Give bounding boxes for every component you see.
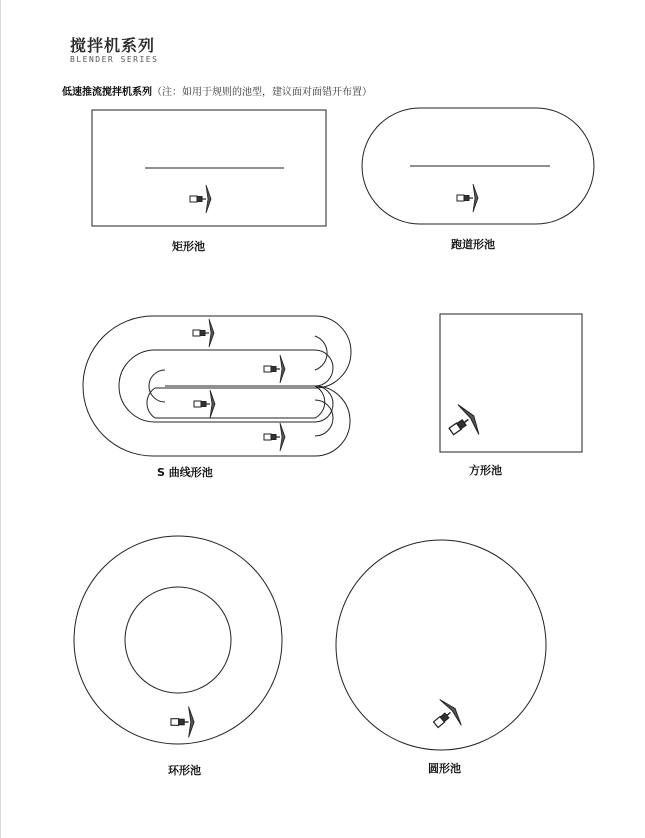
ring-pool [74,536,282,744]
mixer-icon [193,319,214,347]
page-subtitle: BLENDER SERIES [70,55,159,64]
mixer-icon [441,401,484,446]
s-curve-pool [83,316,351,456]
mixer-icon [171,707,194,738]
section-note: （注：如用于规则的池型，建议面对面错开布置） [152,87,372,98]
section-title: 低速推流搅拌机系列 [62,87,152,98]
mixer-icon [425,696,466,738]
rect-pool [92,110,326,226]
round-pool [336,540,546,750]
label-ring-pool: 环形池 [168,764,201,777]
label-s-curve-pool: S 曲线形池 [157,466,213,479]
mixer-icon [190,185,211,213]
square-pool [440,314,582,452]
label-track-pool: 跑道形池 [451,238,495,251]
mixer-icon [194,390,215,418]
mixer-icon [457,184,478,212]
page-title: 搅拌机系列 [70,36,156,55]
track-pool [362,108,594,224]
label-square-pool: 方形池 [469,464,502,477]
label-rect-pool: 矩形池 [172,240,205,253]
mixer-icon [264,423,285,451]
label-round-pool: 圆形池 [428,762,461,775]
mixer-icon [264,355,285,383]
